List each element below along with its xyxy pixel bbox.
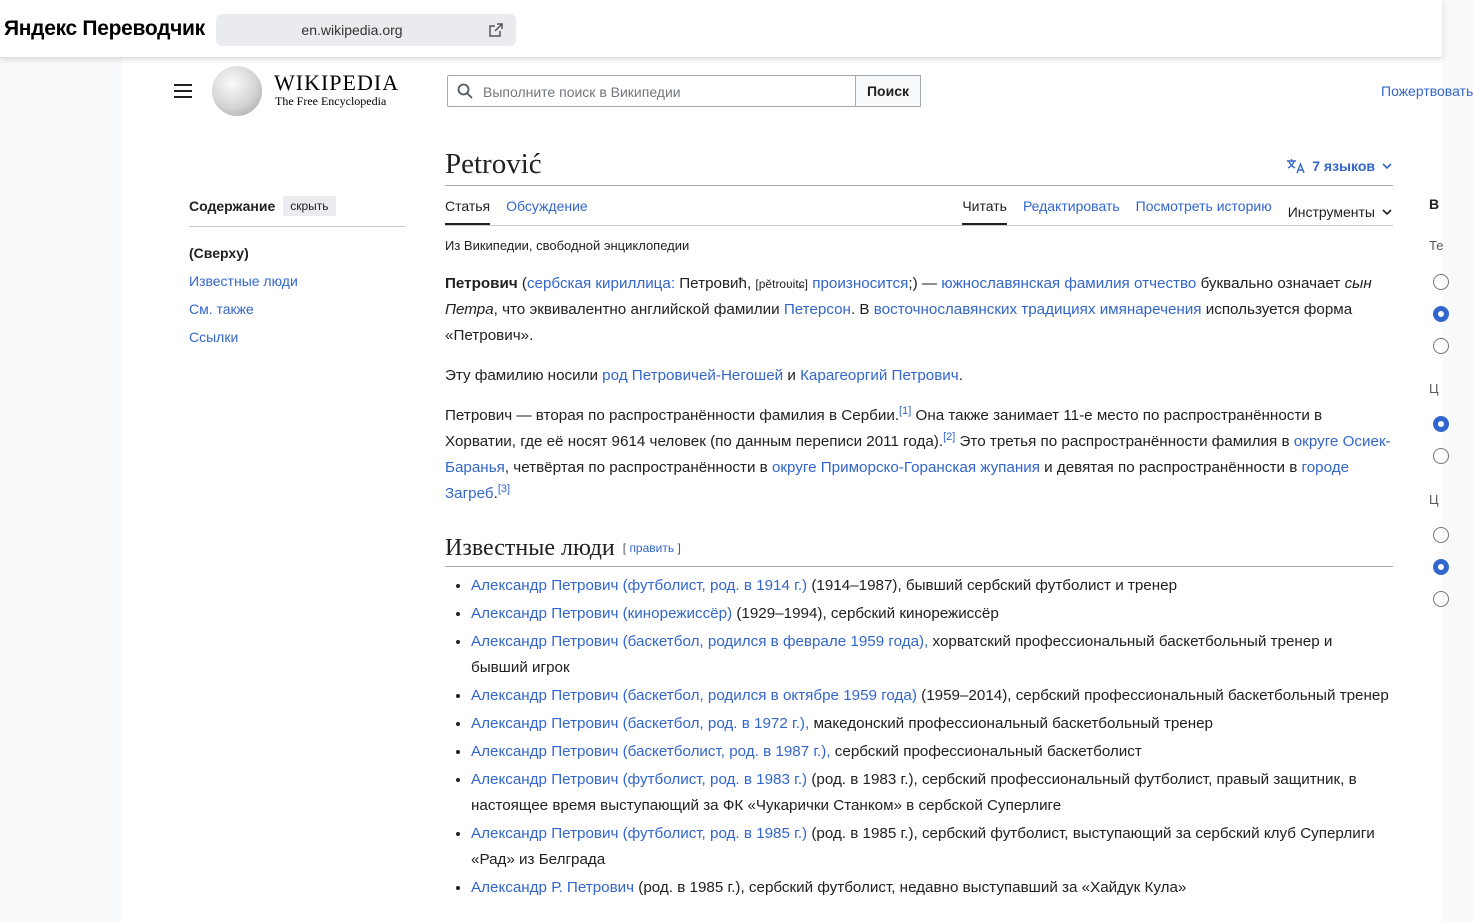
translate-icon: [1286, 158, 1306, 174]
radio-text-small[interactable]: [1433, 274, 1449, 290]
list-item: • Александр Петрович (футболист, род. в 1983 г.) (род. в 1983 г.), сербский профессиональный футболист, правый защитник, в настоящее время выступающий за ФК «Чукарички Станком» в сербской Суперлиге: [471, 767, 1393, 819]
wikipedia-wordmark[interactable]: WIKIPEDIA: [274, 70, 400, 95]
site-subtitle: Из Википедии, свободной энциклопедии: [445, 238, 690, 253]
list-item: • Александр Петрович (баскетбол, родился в феврале 1959 года), хорватский профессиональный баскетбольный тренер и бывший игрок: [471, 629, 1393, 681]
list-item: • Александр Р. Петрович (род. в 1985 г.), сербский футболист, недавно выступавший за «Хайдук Кула»: [471, 875, 1393, 901]
search-placeholder: Выполните поиск в Википедии: [483, 84, 681, 100]
search-icon: [457, 83, 473, 99]
statistics-paragraph: Петрович — вторая по распространённости фамилия в Сербии.[1] Она также занимает 11-е место по распространённости в Хорватии, где её носят 9614 человек (по данным переписи 2011 года).[2] Это третья по распространённости фамилия в округе Осиек-Баранья, четвёртая по распространённости в округе Приморско-Горанская жупания и девятая по распространённости в городе Загреб.[3]: [445, 405, 1391, 502]
tab-talk[interactable]: Обсуждение: [506, 198, 588, 214]
bearers-paragraph: Эту фамилию носили род Петровичей-Негошей и Карагеоргий Петрович.: [445, 367, 963, 384]
toc-item-notable-people[interactable]: Известные люди: [189, 273, 298, 289]
language-button[interactable]: 7 языков: [1286, 158, 1393, 174]
appearance-panel: [1429, 196, 1449, 507]
article-body: [445, 271, 1393, 901]
article-content: [445, 148, 1393, 903]
list-item: • Александр Петрович (баскетбол, род. в 1972 г.), македонский профессиональный баскетбольный тренер: [471, 711, 1393, 737]
toc-item-see-also[interactable]: См. также: [189, 301, 254, 317]
url-text: en.wikipedia.org: [301, 22, 403, 38]
radio-width-standard[interactable]: [1433, 416, 1449, 432]
list-item: • Александр Петрович (футболист, род. в 1914 г.) (1914–1987), бывший сербский футболист и тренер: [471, 573, 1393, 599]
search-input[interactable]: [447, 75, 856, 107]
toc-title: Содержание: [189, 198, 276, 214]
appearance-label-color: Ц: [1429, 492, 1439, 507]
translator-bar: [0, 0, 1442, 58]
chevron-down-icon: [1381, 162, 1393, 170]
main-menu-icon[interactable]: [174, 84, 192, 98]
toc-item-top[interactable]: (Сверху): [189, 245, 249, 261]
radio-text-large[interactable]: [1433, 338, 1449, 354]
search-button[interactable]: Поиск: [855, 75, 921, 107]
wikipedia-page: [122, 58, 1473, 921]
list-item: • Александр Петрович (баскетболист, род. в 1987 г.), сербский профессиональный баскетболист: [471, 739, 1393, 765]
reference-2[interactable]: [2]: [943, 431, 956, 443]
appearance-label-text: Те: [1429, 238, 1444, 253]
page-title: Petrović 7 языков: [445, 148, 1393, 186]
translator-brand[interactable]: Яндекс Переводчик: [4, 17, 205, 40]
radio-width-wide[interactable]: [1433, 448, 1449, 464]
people-list: [445, 573, 1393, 901]
table-of-contents: [189, 196, 405, 351]
tab-edit[interactable]: Редактировать: [1022, 198, 1120, 214]
list-item: • Александр Петрович (футболист, род. в 1985 г.) (род. в 1985 г.), сербский футболист, выступающий за сербский клуб Суперлиги «Рад» из Белграда: [471, 821, 1393, 873]
section-heading: Известные люди [ править ]: [445, 535, 1393, 567]
appearance-label-width: Ц: [1429, 381, 1439, 396]
tab-read[interactable]: Читать: [962, 198, 1007, 225]
external-link-icon[interactable]: [488, 22, 504, 38]
tab-history[interactable]: Посмотреть историю: [1135, 198, 1272, 214]
wikipedia-tagline: The Free Encyclopedia: [275, 94, 387, 108]
toc-hide-button[interactable]: скрыть: [283, 196, 335, 216]
radio-text-standard[interactable]: [1433, 306, 1449, 322]
url-field[interactable]: [216, 14, 516, 46]
tools-menu[interactable]: Инструменты: [1288, 198, 1393, 225]
toc-item-references[interactable]: Ссылки: [189, 329, 239, 345]
list-item: • Александр Петрович (кинорежиссёр) (1929–1994), сербский кинорежиссёр: [471, 601, 1393, 627]
radio-color-light[interactable]: [1433, 559, 1449, 575]
reference-1[interactable]: [1]: [899, 405, 912, 417]
page-tabs: [445, 186, 1393, 226]
wikipedia-globe-logo[interactable]: [212, 66, 262, 116]
tab-article[interactable]: Статья: [445, 198, 490, 225]
section-edit: [ править ]: [622, 541, 681, 555]
chevron-down-icon: [1381, 208, 1393, 216]
radio-color-dark[interactable]: [1433, 591, 1449, 607]
intro-paragraph: Петрович (сербская кириллица: Петровић, [pětroʋitɕ] произносится;) — южнославянская фамилия отчество буквально означает сын Петра, что эквивалентно английской фамилии Петерсон. В восточнославянских традициях имянаречения используется форма «Петрович».: [445, 275, 1372, 344]
reference-3[interactable]: [3]: [497, 483, 511, 495]
list-item: • Александр Петрович (баскетбол, родился в октябре 1959 года) (1959–2014), сербский профессиональный баскетбольный тренер: [471, 683, 1393, 709]
appearance-title: В: [1429, 196, 1440, 212]
radio-color-auto[interactable]: [1433, 527, 1449, 543]
donate-link[interactable]: Пожертвовать: [1381, 83, 1473, 99]
section-edit-link[interactable]: править: [629, 541, 675, 555]
